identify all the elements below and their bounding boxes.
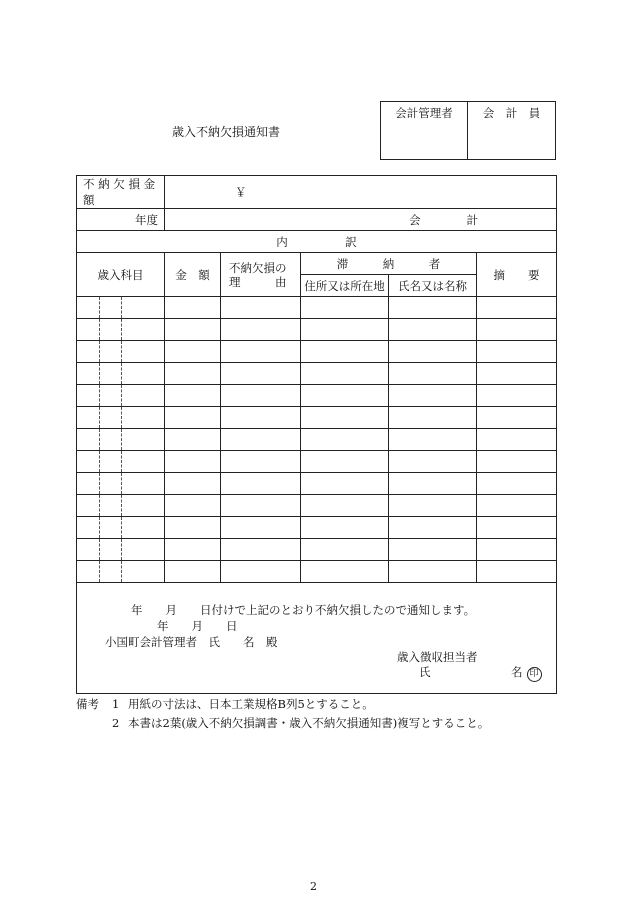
table-cell [477,297,557,319]
table-cell [301,319,389,341]
dashed-divider [99,451,100,472]
table-cell [77,517,165,539]
table-cell [221,429,301,451]
dashed-divider [121,495,122,516]
notice-row [77,583,557,694]
table-cell [221,539,301,561]
year-row [77,209,557,231]
table-cell [221,473,301,495]
table-cell [221,319,301,341]
table-cell [477,341,557,363]
table-cell [389,385,477,407]
table-cell [165,297,221,319]
table-cell [477,451,557,473]
table-cell [477,495,557,517]
header-revenue-item: 歳入科目 [77,253,165,297]
table-cell [477,385,557,407]
table-cell [301,561,389,583]
table-cell [301,385,389,407]
table-cell [77,407,165,429]
amount-value: ￥ [165,176,557,209]
table-cell [221,363,301,385]
table-cell [301,429,389,451]
table-cell [165,451,221,473]
table-cell [477,539,557,561]
dashed-divider [99,363,100,384]
table-row [77,451,557,473]
table-cell [165,319,221,341]
header-reason-line2: 理 由 [229,274,287,289]
table-cell [477,407,557,429]
seal-icon: 印 [527,667,542,682]
header-delinquent: 滞 納 者 [301,253,477,275]
remarks-num-1: 1 [112,697,120,711]
table-row [77,473,557,495]
table-cell [389,495,477,517]
notice-cell [77,583,557,694]
table-cell [301,407,389,429]
table-cell [165,407,221,429]
dashed-divider [99,539,100,560]
table-cell [165,429,221,451]
table-cell [301,473,389,495]
table-cell [389,407,477,429]
table-cell [221,341,301,363]
table-cell [389,363,477,385]
fiscal-year-label: 年度 [77,209,165,231]
table-row [77,363,557,385]
table-cell [165,363,221,385]
remarks-text-1: 用紙の寸法は、日本工業規格B列5とすること。 [128,697,374,711]
table-cell [389,297,477,319]
table-cell [477,363,557,385]
notice-line4: 歳入徴収担当者 [397,650,478,664]
amount-row [77,176,557,209]
dashed-divider [121,517,122,538]
table-cell [221,561,301,583]
dashed-divider [99,297,100,318]
page-number: 2 [310,880,317,893]
table-cell [77,495,165,517]
table-cell [301,495,389,517]
table-cell [389,319,477,341]
notice-line5 [419,664,542,682]
table-cell [301,297,389,319]
table-row [77,407,557,429]
breakdown-label: 内 訳 [77,231,557,253]
table-row [77,319,557,341]
dashed-divider [99,561,100,582]
stamp-accountant: 会 計 員 [468,102,556,160]
table-row [77,495,557,517]
table-cell [221,407,301,429]
dashed-divider [99,385,100,406]
header-amount: 金 額 [165,253,221,297]
table-row [77,341,557,363]
table-cell [301,341,389,363]
notice-line1: 年 月 日付けで上記のとおり不納欠損したので通知します。 [131,603,476,617]
header-name: 氏名又は名称 [389,275,477,297]
table-cell [389,473,477,495]
remarks-item-2 [76,714,489,733]
table-cell [77,473,165,495]
table-cell [389,561,477,583]
dashed-divider [99,429,100,450]
dashed-divider [121,473,122,494]
table-cell [221,495,301,517]
table-cell [221,451,301,473]
remarks-label: 備考 [76,697,99,711]
table-cell [77,297,165,319]
header-reason-line1: 不納欠損の [229,260,287,275]
table-cell [389,539,477,561]
data-rows [77,297,557,583]
remarks-section [76,695,489,733]
notice-name-label: 氏 名 [419,665,523,679]
table-cell [165,341,221,363]
table-row [77,297,557,319]
table-cell [221,297,301,319]
table-row [77,539,557,561]
account-label: 会 計 [165,209,557,231]
table-cell [221,385,301,407]
table-cell [221,517,301,539]
dashed-divider [99,341,100,362]
table-cell [77,363,165,385]
dashed-divider [121,319,122,340]
remarks-item-1 [76,695,489,714]
table-cell [301,363,389,385]
dashed-divider [121,561,122,582]
table-cell [165,517,221,539]
table-cell [477,517,557,539]
table-cell [477,319,557,341]
remarks-text-2: 本書は2葉(歳入不納欠損調書・歳入不納欠損通知書)複写とすること。 [128,716,490,730]
table-cell [77,319,165,341]
table-cell [77,385,165,407]
dashed-divider [99,473,100,494]
stamp-accounting-manager: 会計管理者 [381,102,468,160]
dashed-divider [99,517,100,538]
approval-stamp-box [380,101,556,160]
table-cell [77,539,165,561]
table-cell [165,539,221,561]
table-cell [165,385,221,407]
dashed-divider [99,407,100,428]
dashed-divider [121,341,122,362]
table-row [77,517,557,539]
dashed-divider [121,451,122,472]
dashed-divider [121,363,122,384]
table-cell [165,473,221,495]
table-cell [77,429,165,451]
table-cell [301,539,389,561]
table-cell [165,561,221,583]
table-row [77,561,557,583]
dashed-divider [121,385,122,406]
table-cell [389,517,477,539]
header-remarks: 摘 要 [477,253,557,297]
main-form-table [76,175,557,694]
table-row [77,385,557,407]
table-cell [389,341,477,363]
table-cell [477,429,557,451]
table-cell [77,561,165,583]
header-reason [221,253,301,297]
breakdown-row [77,231,557,253]
dashed-divider [121,539,122,560]
notice-line3: 小国町会計管理者 氏 名 殿 [105,635,278,649]
notice-line2: 年 月 日 [157,619,238,633]
dashed-divider [99,495,100,516]
table-cell [165,495,221,517]
table-cell [301,451,389,473]
table-cell [389,451,477,473]
table-cell [77,451,165,473]
remarks-num-2: 2 [112,716,120,730]
dashed-divider [121,429,122,450]
header-row-1 [77,253,557,275]
table-row [77,429,557,451]
dashed-divider [121,297,122,318]
table-cell [301,517,389,539]
dashed-divider [99,319,100,340]
table-cell [477,561,557,583]
dashed-divider [121,407,122,428]
header-address: 住所又は所在地 [301,275,389,297]
table-cell [389,429,477,451]
document-title: 歳入不納欠損通知書 [172,125,281,139]
table-cell [477,473,557,495]
amount-label: 不 納 欠 損 金 額 [77,176,165,209]
table-cell [77,341,165,363]
